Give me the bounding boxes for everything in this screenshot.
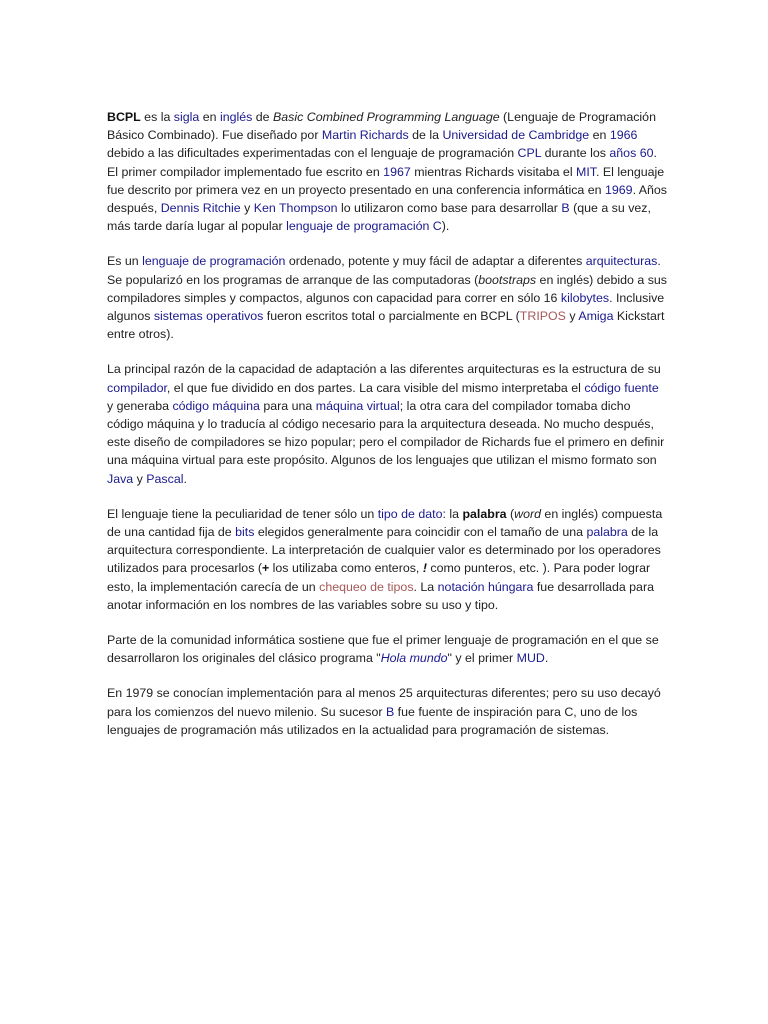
- operator-plus: +: [261, 561, 270, 576]
- text: debido a las dificultades experimentadas con el lenguaje de programación: [107, 146, 518, 161]
- text: mientras Richards visitaba el: [410, 164, 577, 179]
- text: fue fuente de inspiración para C, uno de los lenguajes de programación más utilizados en la actualidad para programación de sistemas.: [107, 704, 638, 737]
- link-java[interactable]: Java: [107, 471, 134, 486]
- paragraph-3: [107, 360, 667, 487]
- link-maquina-virtual[interactable]: máquina virtual: [315, 398, 400, 413]
- text: de la arquitectura correspondiente. La interpretación de cualquier valor es determinado por los operadores utilizados para procesarlos (: [107, 525, 661, 576]
- text: ordenado, potente y muy fácil de adaptar a diferentes: [285, 254, 586, 269]
- paragraph-2: [107, 252, 667, 343]
- text: .: [544, 651, 549, 666]
- text: . Inclusive algunos: [107, 290, 665, 324]
- paragraph-1: [107, 108, 667, 235]
- text: en inglés) debido a sus compiladores simples y compactos, algunos con capacidad para correr en sólo 16: [107, 272, 667, 305]
- link-lenguaje-de-programacion[interactable]: lenguaje de programación: [142, 254, 286, 269]
- link-pascal[interactable]: Pascal: [146, 471, 184, 486]
- link-palabra[interactable]: palabra: [586, 525, 628, 540]
- text: (que a su vez, más tarde daría lugar al popular: [107, 201, 651, 234]
- link-b-successor[interactable]: B: [385, 704, 395, 719]
- text: Es un: [107, 254, 143, 269]
- text: y: [565, 309, 579, 324]
- text: y: [240, 201, 254, 216]
- term-full-name: Basic Combined Programming Language: [273, 110, 500, 124]
- text: : la: [442, 506, 463, 521]
- text: ).: [441, 219, 450, 234]
- link-tripos[interactable]: TRIPOS: [519, 309, 566, 324]
- text: Kickstart entre otros).: [107, 309, 665, 342]
- link-martin-richards[interactable]: Martin Richards: [321, 128, 409, 143]
- link-hola-mundo[interactable]: Hola mundo: [380, 651, 448, 666]
- text: . El primer compilador implementado fue escrito en: [107, 146, 657, 179]
- text: En 1979 se conocían implementación para al menos 25 arquitecturas diferentes; pero su uso decayó para los comienzos del nuevo milenio. Su sucesor: [107, 686, 661, 719]
- link-1969[interactable]: 1969: [604, 182, 633, 197]
- text: . Se popularizó en los programas de arranque de las computadoras (: [107, 254, 661, 287]
- link-b[interactable]: B: [561, 201, 570, 216]
- text: de la: [408, 128, 443, 143]
- article-body: [107, 108, 667, 756]
- link-1967[interactable]: 1967: [383, 164, 411, 179]
- text: . La: [413, 579, 438, 594]
- term-palabra: palabra: [462, 506, 507, 521]
- paragraph-5: [107, 631, 667, 667]
- link-sistemas-operativos[interactable]: sistemas operativos: [153, 309, 264, 324]
- link-ingles[interactable]: inglés: [219, 110, 253, 124]
- text: de: [252, 110, 273, 124]
- text: . El lenguaje fue descrito por primera vez en un proyecto presentado en una conferencia informática en: [107, 164, 665, 197]
- text: en: [199, 110, 220, 124]
- paragraph-4: [107, 505, 667, 614]
- text: elegidos generalmente para coincidir con el tamaño de una: [254, 525, 587, 540]
- link-kilobytes[interactable]: kilobytes: [560, 290, 610, 305]
- link-dennis-ritchie[interactable]: Dennis Ritchie: [160, 201, 241, 216]
- text: como punteros, etc. ). Para poder lograr esto, la implementación carecía de un: [107, 561, 651, 594]
- link-mud[interactable]: MUD: [516, 651, 545, 666]
- text: y generaba: [107, 398, 173, 413]
- text: ; la otra cara del compilador tomaba dicho código máquina y lo traducía al código necesario para la arquitectura deseada. No mucho después, este diseño de compiladores se hizo popular; pero el compilador de Richards fue el primero en definir una máquina virtual para este propósito. Algunos de los lenguajes que utilizan el mismo formato son: [107, 398, 665, 468]
- text: es la: [140, 110, 174, 124]
- text: (Lenguaje de Programación Básico Combinado). Fue diseñado por: [107, 110, 656, 143]
- term-bcpl: BCPL: [107, 110, 141, 124]
- text: y: [133, 471, 147, 486]
- text: (: [506, 506, 515, 521]
- text: en inglés) compuesta de una cantidad fija de: [107, 506, 663, 540]
- text: .: [183, 471, 187, 486]
- link-notacion-hungara[interactable]: notación húngara: [437, 579, 534, 594]
- link-ken-thompson[interactable]: Ken Thompson: [253, 201, 338, 216]
- link-codigo-maquina[interactable]: código máquina: [172, 398, 260, 413]
- text: para una: [259, 398, 316, 413]
- text: El lenguaje tiene la peculiaridad de tener sólo un: [107, 506, 378, 521]
- link-chequeo-de-tipos[interactable]: chequeo de tipos: [319, 579, 414, 594]
- term-bootstraps: bootstraps: [478, 272, 537, 287]
- text: fue desarrollada para anotar información en los nombres de las variables sobre su uso y tipo.: [107, 579, 654, 612]
- link-sigla[interactable]: sigla: [173, 110, 200, 124]
- operator-bang: !: [422, 561, 427, 576]
- link-arquitecturas[interactable]: arquitecturas: [585, 254, 658, 269]
- link-mit[interactable]: MIT: [576, 164, 596, 179]
- text: lo utilizaron como base para desarrollar: [337, 201, 562, 216]
- text: en: [589, 128, 610, 143]
- link-compilador[interactable]: compilador: [107, 380, 167, 395]
- text: . Años después,: [107, 182, 668, 216]
- text: los utilizaba como enteros,: [269, 561, 423, 576]
- text: fueron escritos total o parcialmente en BCPL (: [263, 309, 520, 324]
- link-1966[interactable]: 1966: [609, 128, 638, 143]
- text: La principal razón de la capacidad de adaptación a las diferentes arquitecturas es la estructura de su: [107, 362, 661, 377]
- link-anos-60[interactable]: años 60: [609, 146, 654, 161]
- link-amiga[interactable]: Amiga: [578, 309, 614, 324]
- link-lenguaje-c[interactable]: lenguaje de programación C: [286, 219, 442, 234]
- link-cpl[interactable]: CPL: [517, 146, 542, 161]
- text: durante los: [541, 146, 610, 161]
- link-bits[interactable]: bits: [235, 525, 255, 540]
- text: , el que fue dividido en dos partes. La cara visible del mismo interpretaba el: [166, 380, 585, 395]
- text: Parte de la comunidad informática sostiene que fue el primer lenguaje de programación en el que se desarrollaron los originales del clásico programa ": [107, 633, 659, 666]
- text: " y el primer: [447, 651, 517, 666]
- paragraph-6: [107, 684, 667, 739]
- link-universidad-de-cambridge[interactable]: Universidad de Cambridge: [442, 128, 590, 143]
- link-codigo-fuente[interactable]: código fuente: [584, 380, 659, 395]
- term-word: word: [514, 506, 541, 521]
- link-tipo-de-dato[interactable]: tipo de dato: [377, 506, 443, 521]
